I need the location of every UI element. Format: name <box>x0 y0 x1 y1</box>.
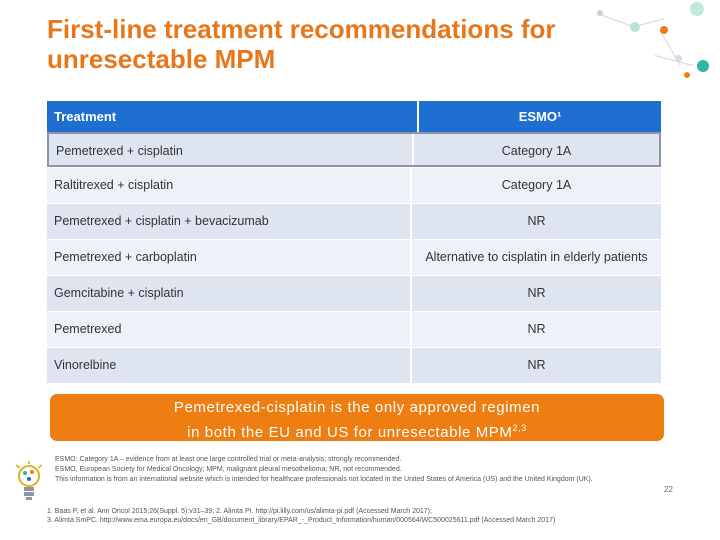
treatment-table <box>47 101 661 383</box>
table-header <box>47 101 661 132</box>
lightbulb-icon <box>14 461 44 509</box>
banner-superscript: 2,3 <box>512 423 527 433</box>
key-message-banner <box>50 394 664 441</box>
footnote-line: ESMO, European Society for Medical Oncology; MPM, malignant pleural mesothelioma; NR, not recommended. <box>55 466 402 473</box>
cell-esmo: NR <box>410 348 661 383</box>
table-row <box>47 347 661 383</box>
reference-line: 3. Alimta SmPC. http://www.ema.europa.eu/docs/en_GB/document_library/EPAR_-_Product_Information/human/000564/WC500025611.pdf (Accessed March 2017) <box>47 517 556 524</box>
cell-esmo: NR <box>410 204 661 239</box>
table-row <box>47 311 661 347</box>
banner-line-2: in both the EU and US for unresectable MPM <box>187 424 513 441</box>
reference-line: 1. Baas P, et al. Ann Oncol 2015;26(Suppl. 5):v31–39; 2. Alimta PI. http://pi.lilly.com/us/alimta-pi.pdf (Accessed March 2017); <box>47 508 432 515</box>
table-row <box>47 275 661 311</box>
footnotes <box>55 455 625 485</box>
cell-esmo: Alternative to cisplatin in elderly patients <box>410 240 661 275</box>
footnote-line: ESMO: Category 1A – evidence from at least one large controlled trial or meta-analysis; strongly recommended. <box>55 456 402 463</box>
cell-esmo: Category 1A <box>412 134 659 165</box>
banner-line-1: Pemetrexed-cisplatin is the only approved regimen <box>173 399 541 416</box>
header-treatment: Treatment <box>47 101 419 132</box>
cell-esmo: NR <box>410 276 661 311</box>
banner-line-2-wrap <box>50 418 664 443</box>
table-row <box>47 203 661 239</box>
cell-treatment: Pemetrexed + cisplatin + bevacizumab <box>54 214 269 228</box>
cell-treatment: Raltitrexed + cisplatin <box>54 178 174 192</box>
table-row <box>47 132 661 167</box>
header-esmo: ESMO¹ <box>518 109 562 124</box>
cell-esmo: Category 1A <box>410 168 661 203</box>
cell-treatment: Vinorelbine <box>54 358 117 372</box>
cell-treatment: Gemcitabine + cisplatin <box>54 286 184 300</box>
cell-treatment: Pemetrexed + cisplatin <box>56 144 183 158</box>
cell-treatment: Pemetrexed <box>54 322 122 336</box>
table-row <box>47 239 661 275</box>
footnote-line: This information is from an international website which is intended for healthcare professionals not located in the United States of America (US) and the United Kingdom (UK). <box>55 476 593 483</box>
references <box>47 507 667 525</box>
page-number: 22 <box>664 485 673 494</box>
cell-esmo: NR <box>410 312 661 347</box>
slide-title: First-line treatment recommendations for unresectable MPM <box>47 14 556 74</box>
table-row <box>47 167 661 203</box>
cell-treatment: Pemetrexed + carboplatin <box>54 250 197 264</box>
